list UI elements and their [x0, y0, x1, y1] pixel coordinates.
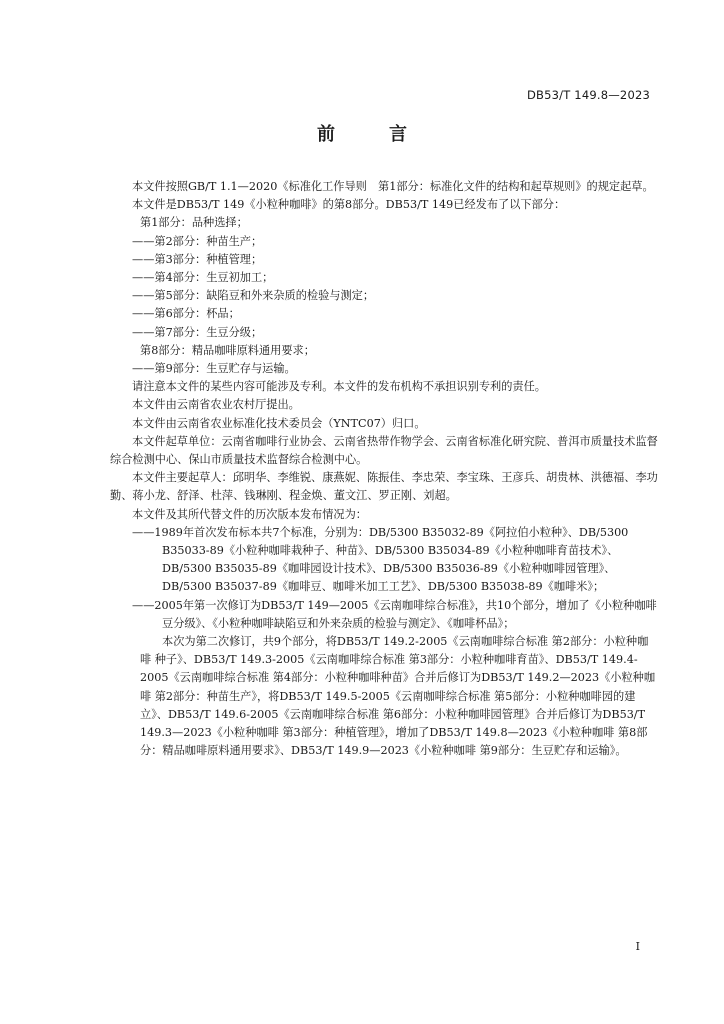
- history-intro: 本文件及其所代替文件的历次版本发布情况为：: [132, 507, 367, 521]
- patent-note: 请注意本文件的某些内容可能涉及专利。本文件的发布机构不承担识别专利的责任。: [132, 380, 546, 394]
- part-item: 第8部分：精品咖啡原料通用要求；: [140, 343, 315, 357]
- foreword-body: [110, 178, 658, 761]
- part-item: ——第2部分：种苗生产；: [132, 234, 263, 248]
- part-item: ——第9部分：生豆贮存与运输。: [132, 362, 296, 376]
- committee-note: 本文件由云南省农业标准化技术委员会（YNTC07）归口。: [132, 416, 426, 430]
- proposer-note: 本文件由云南省农业农村厅提出。: [132, 398, 300, 412]
- page-number: I: [635, 940, 640, 953]
- part-item: ——第4部分：生豆初加工；: [132, 271, 274, 285]
- parts-list: [110, 214, 658, 378]
- history-item-current: 本次为第二次修订，共9个部分，将DB53/T 149.2-2005《云南咖啡综合标准 第2部分：小粒种咖啡 种子》、DB53/T 149.3-2005《云南咖啡综合标准 第3部分：小粒种咖啡育苗》、DB53/T 149.4-2005《云南咖啡综合标准 第4部分：小粒种咖啡种苗》合并后修订为DB53/T 149.2—2023《小粒种咖啡 第2部分：种苗生产》，将DB53/T 149.5-2005《云南咖啡综合标准 第5部分：小粒种咖啡园的建立》、DB53/T 149.6-2005《云南咖啡综合标准 第6部分：小粒种咖啡园管理》合并后修订为DB53/T 149.3—2023《小粒种咖啡 第3部分：种植管理》，增加了DB53/T 149.8—2023《小粒种咖啡 第8部分：精品咖啡原料通用要求》、DB53/T 149.9—2023《小粒种咖啡 第9部分：生豆贮存和运输》。: [140, 635, 656, 758]
- part-item: ——第3部分：种植管理；: [132, 252, 263, 266]
- intro-paragraph-1: 本文件按照GB/T 1.1—2020《标准化工作导则 第1部分：标准化文件的结构和起草规则》的规定起草。: [132, 180, 654, 193]
- page-title: 前 言: [317, 124, 425, 145]
- part-item: 第1部分：品种选择；: [140, 216, 248, 230]
- history-item-2005: ——2005年第一次修订为DB53/T 149—2005《云南咖啡综合标准》，共10个部分，增加了《小粒种咖啡豆分级》、《小粒种咖啡缺陷豆和外来杂质的检验与测定》、《咖啡杯品》；: [132, 598, 657, 630]
- intro-paragraph-2: 本文件是DB53/T 149《小粒种咖啡》的第8部分。DB53/T 149已经发布了以下部分：: [132, 198, 566, 212]
- document-code: DB53/T 149.8—2023: [526, 88, 650, 102]
- part-item: ——第7部分：生豆分级；: [132, 325, 263, 339]
- history-item-1989: ——1989年首次发布标本共7个标准，分别为：DB/5300 B35032-89《阿拉伯小粒种》、DB/5300 B35033-89《小粒种咖啡栽种子、种苗》、DB/5300 B35034-89《小粒种咖啡育苗技术》、DB/5300 B35035-89《咖啡园设计技术》、DB/5300 B35036-89《小粒种咖啡园管理》、DB/5300 B35037-89《咖啡豆、咖啡米加工工艺》、DB/5300 B35038-89《咖啡米》；: [132, 525, 629, 594]
- drafters: 本文件主要起草人：邱明华、李维锐、康燕妮、陈振佳、李忠荣、李宝珠、王彦兵、胡贵林、洪德福、李功勤、蒋小龙、舒泽、杜萍、钱琳刚、程金焕、董文江、罗正刚、刘超。: [110, 471, 658, 503]
- part-item: ——第5部分：缺陷豆和外来杂质的检验与测定；: [132, 289, 375, 303]
- part-item: ——第6部分：杯品；: [132, 307, 240, 321]
- drafting-units: 本文件起草单位：云南省咖啡行业协会、云南省热带作物学会、云南省标准化研究院、普洱市质量技术监督综合检测中心、保山市质量技术监督综合检测中心。: [110, 434, 658, 467]
